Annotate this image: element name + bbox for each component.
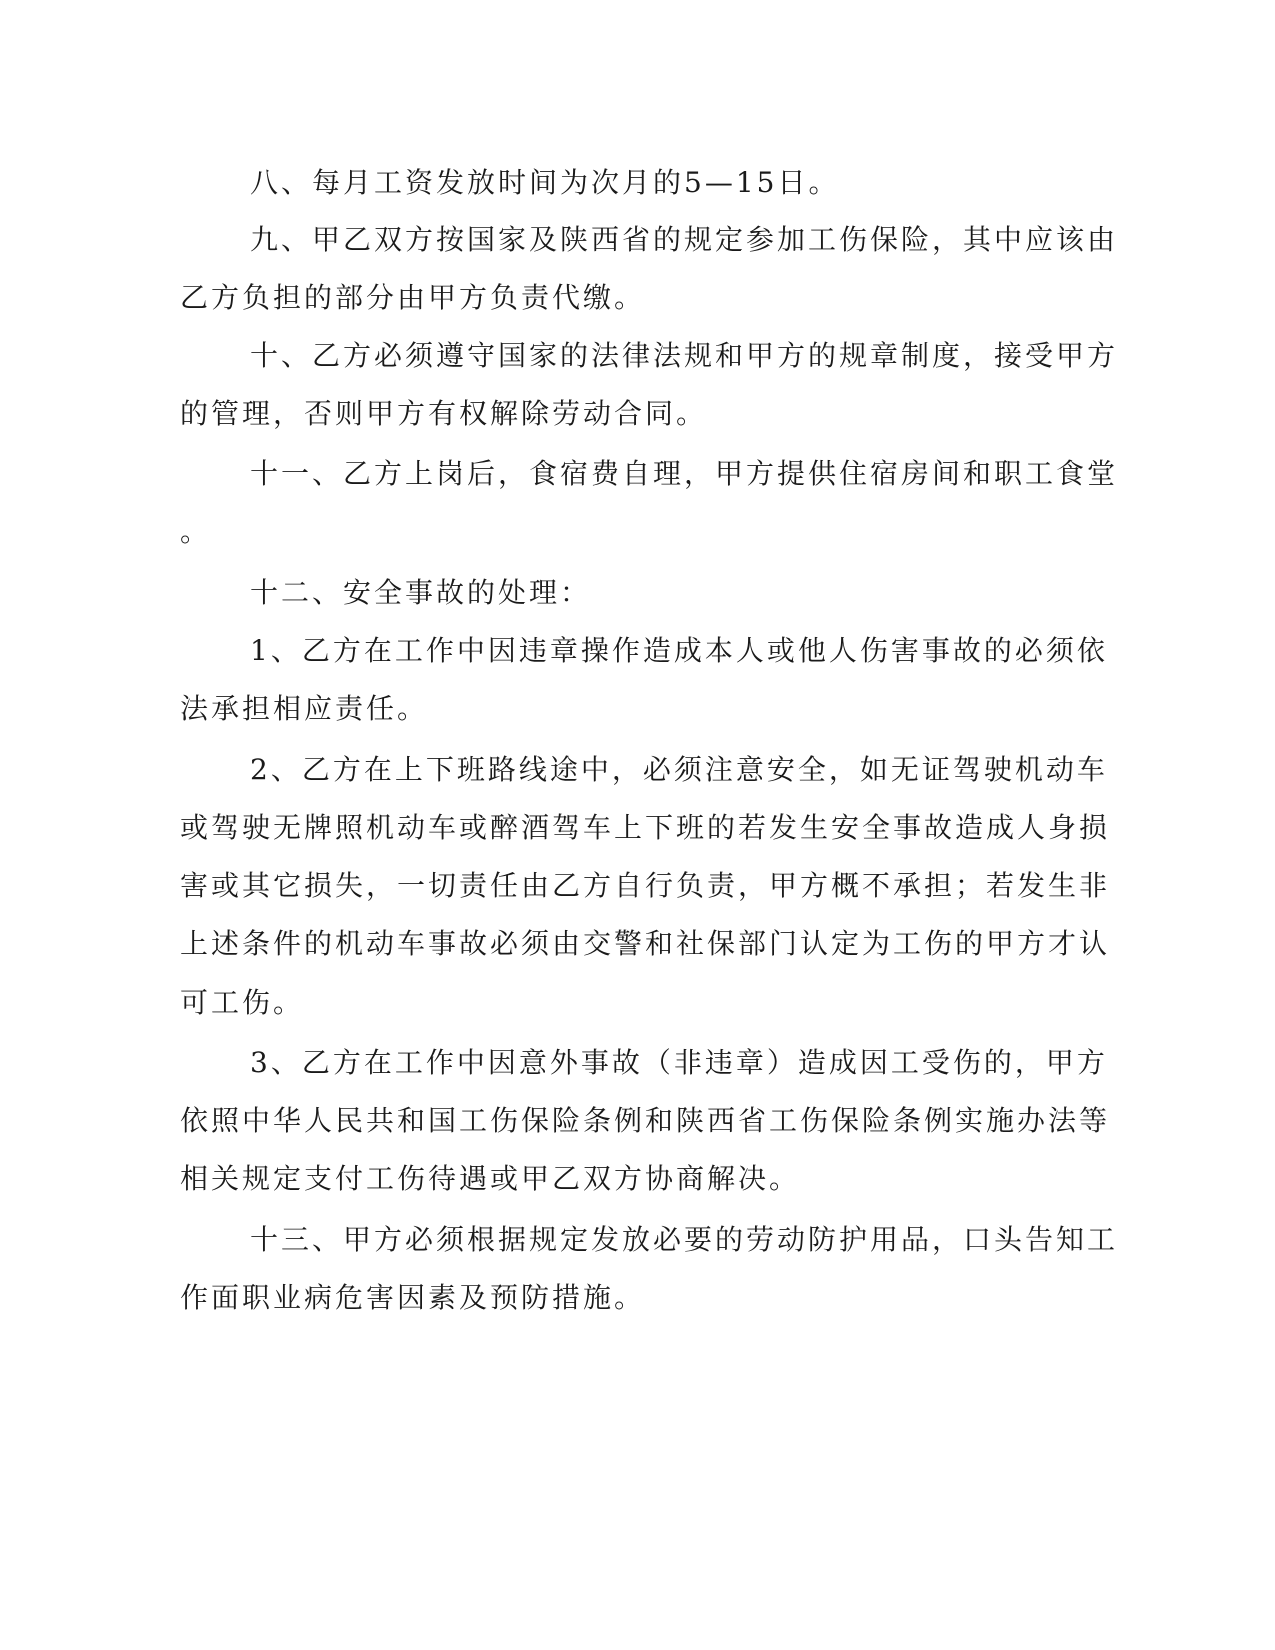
- paragraph-12-2-line-5: 可工伤。: [180, 986, 305, 1019]
- paragraph-12-3-line-3: 相关规定支付工伤待遇或甲乙双方协商解决。: [180, 1162, 801, 1195]
- paragraph-12-3-line-1: 3、乙方在工作中因意外事故（非违章）造成因工受伤的，甲方: [250, 1046, 1108, 1079]
- paragraph-8-line-1: 八、每月工资发放时间为次月的5—15日。: [250, 166, 840, 199]
- paragraph-9-line-2: 乙方负担的部分由甲方负责代缴。: [180, 281, 646, 314]
- paragraph-13-line-1: 十三、甲方必须根据规定发放必要的劳动防护用品，口头告知工: [250, 1223, 1119, 1256]
- paragraph-12-2-line-1: 2、乙方在上下班路线途中，必须注意安全，如无证驾驶机动车: [250, 753, 1108, 786]
- paragraph-12-1-line-1: 1、乙方在工作中因违章操作造成本人或他人伤害事故的必须依: [250, 634, 1108, 667]
- paragraph-12-1-line-2: 法承担相应责任。: [180, 692, 429, 725]
- paragraph-10-line-1: 十、乙方必须遵守国家的法律法规和甲方的规章制度，接受甲方: [250, 339, 1119, 372]
- paragraph-12-2-line-3: 害或其它损失，一切责任由乙方自行负责，甲方概不承担；若发生非: [180, 869, 1111, 902]
- paragraph-11-line-1: 十一、乙方上岗后，食宿费自理，甲方提供住宿房间和职工食堂: [250, 457, 1119, 490]
- paragraph-12-heading: 十二、安全事故的处理：: [250, 576, 592, 609]
- paragraph-12-3-line-2: 依照中华人民共和国工伤保险条例和陕西省工伤保险条例实施办法等: [180, 1104, 1111, 1137]
- paragraph-9-line-1: 九、甲乙双方按国家及陕西省的规定参加工伤保险，其中应该由: [250, 223, 1119, 256]
- paragraph-10-line-2: 的管理，否则甲方有权解除劳动合同。: [180, 397, 708, 430]
- paragraph-12-2-line-4: 上述条件的机动车事故必须由交警和社保部门认定为工伤的甲方才认: [180, 927, 1111, 960]
- paragraph-11-line-2: 。: [180, 515, 212, 548]
- paragraph-12-2-line-2: 或驾驶无牌照机动车或醉酒驾车上下班的若发生安全事故造成人身损: [180, 811, 1111, 844]
- paragraph-13-line-2: 作面职业病危害因素及预防措施。: [180, 1281, 646, 1314]
